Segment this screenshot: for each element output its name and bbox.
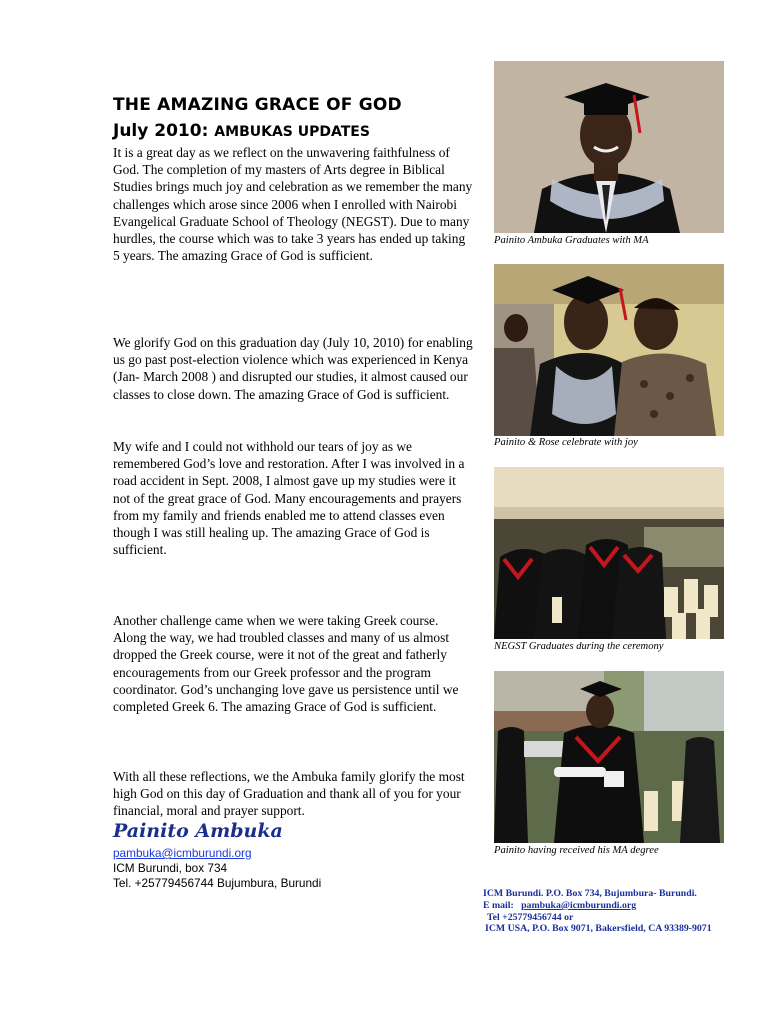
signature-address: ICM Burundi, box 734 — [113, 861, 228, 875]
paragraph-graduation-day: We glorify God on this graduation day (July 10, 2010) for enabling us go past post-election violence which was experienced in Kenya (Jan- March 2008 ) and disrupted our studies, it almost caused our classes to close down. The amazing Grace of God is sufficient. — [113, 335, 473, 402]
signature-name: Painito Ambuka — [113, 820, 283, 842]
paragraph-completion: It is a great day as we reflect on the unwavering faithfulness of God. The completion of my masters of Arts degree in Biblical Studies brings much joy and celebration as we remember the many challenges which arose since 2006 when I enrolled with Nairobi Evangelical Graduate School of Theology (NEGST). Due to many hurdles, the course which was to take 3 years has ended up taking 5 years. The amazing Grace of God is sufficient. — [113, 145, 473, 264]
graduates-tent-photo — [494, 467, 724, 639]
photo-caption: Painito Ambuka Graduates with MA — [494, 235, 649, 246]
footer-email-link[interactable]: pambuka@icmburundi.org — [521, 900, 637, 911]
photo-caption: Painito & Rose celebrate with joy — [494, 437, 638, 448]
paragraph-thanks: With all these reflections, we the Ambuka family glorify the most high God on this day of Graduation and thank all of you for your financial, moral and prayer support. — [113, 769, 465, 819]
footer-address: ICM Burundi. P.O. Box 734, Bujumbura- Burundi. — [483, 888, 697, 899]
footer-usa-address: ICM USA, P.O. Box 9071, Bakersfield, CA 93389-9071 — [485, 923, 712, 934]
signature-email-link[interactable]: pambuka@icmburundi.org — [113, 846, 252, 860]
paragraph-greek-course: Another challenge came when we were taking Greek course. Along the way, we had troubled classes and many of us almost dropped the Greek course, were it not of the great and fatherly encouragements from our Greek professor and the program coordinator. God’s unchanging love gave us persistence until we completed Greek 6. The amazing Grace of God is sufficient. — [113, 613, 459, 715]
photo-caption: NEGST Graduates during the ceremony — [494, 641, 664, 652]
graduate-portrait-photo — [494, 61, 724, 233]
paragraph-tears-of-joy: My wife and I could not withhold our tears of joy as we remembered God’s love and restoration. After I was involved in a road accident in Sept. 2008, I almost gave up my studies were it not of the great grace of God. Many encouragements and prayers from my family and friends enabled me to attend classes even though I was still healing up. The amazing Grace of God is sufficient. — [113, 439, 465, 558]
footer-email — [483, 900, 636, 911]
couple-celebration-photo — [494, 264, 724, 436]
footer-telephone: Tel +25779456744 or — [487, 912, 574, 923]
diploma-photo — [494, 671, 724, 843]
subtitle-date: July 2010: — [113, 121, 209, 141]
page-subtitle — [113, 121, 370, 141]
page-title: THE AMAZING GRACE OF GOD — [113, 95, 402, 115]
footer-email-label: E mail: — [483, 900, 514, 911]
subtitle-text: AMBUKAS UPDATES — [214, 124, 370, 140]
signature-telephone: Tel. +25779456744 Bujumbura, Burundi — [113, 876, 322, 890]
photo-caption: Painito having received his MA degree — [494, 845, 659, 856]
